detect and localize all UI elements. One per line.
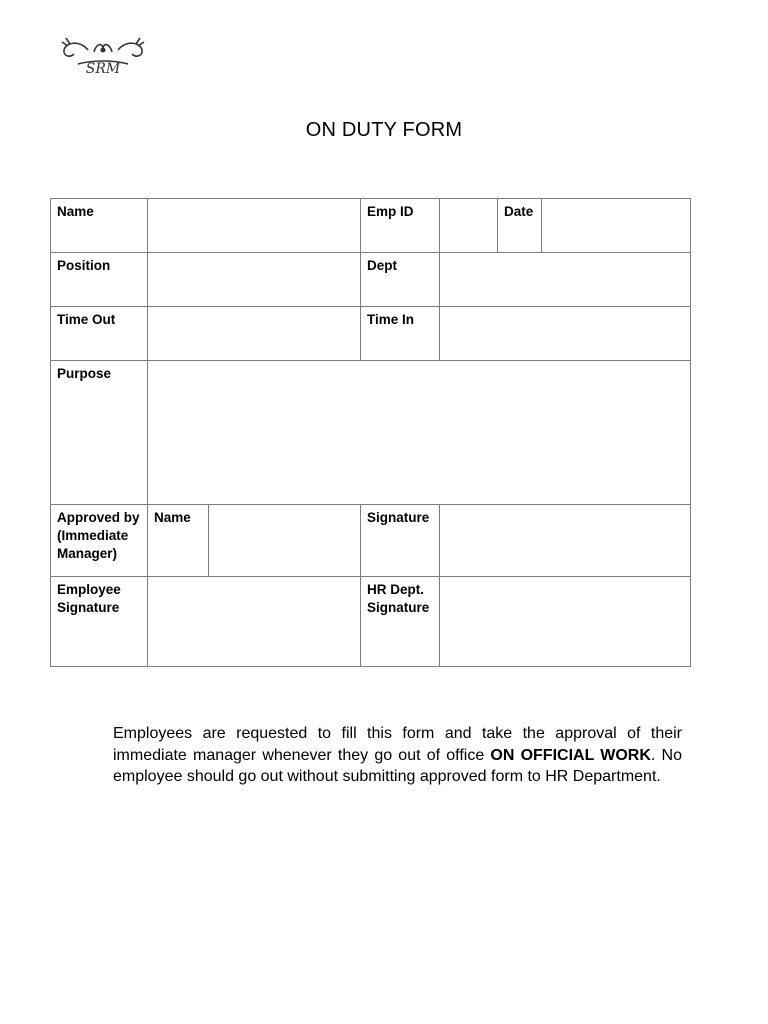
approved-by-label: Approved by (Immediate Manager) <box>51 505 148 577</box>
time-out-field[interactable] <box>148 307 361 361</box>
purpose-label: Purpose <box>51 361 148 505</box>
purpose-field[interactable] <box>148 361 691 505</box>
dept-label: Dept <box>361 253 440 307</box>
hr-signature-field[interactable] <box>440 577 691 667</box>
approver-name-field[interactable] <box>209 505 361 577</box>
manager-signature-field[interactable] <box>440 505 691 577</box>
on-duty-form-table <box>50 198 691 667</box>
manager-signature-label: Signature <box>361 505 440 577</box>
hr-signature-label: HR Dept. Signature <box>361 577 440 667</box>
name-field[interactable] <box>148 199 361 253</box>
dept-field[interactable] <box>440 253 691 307</box>
date-label: Date <box>498 199 542 253</box>
emp-id-label: Emp ID <box>361 199 440 253</box>
instructions-text-1: Employees are requested to fill this form and take the approval of their immediate manager whenever they go out of office <box>113 725 682 764</box>
name-label: Name <box>51 199 148 253</box>
instructions-text-2: . No employee should go out without submitting approved form to HR Department. <box>113 746 683 785</box>
time-in-label: Time In <box>361 307 440 361</box>
table-row <box>51 307 691 361</box>
time-out-label: Time Out <box>51 307 148 361</box>
peacock-crest-logo-icon <box>58 36 148 78</box>
instructions-emphasis: ON OFFICIAL WORK <box>490 746 651 764</box>
logo-text: SRM <box>85 61 121 77</box>
table-row <box>51 361 691 505</box>
table-row <box>51 199 691 253</box>
table-row <box>51 253 691 307</box>
instructions-paragraph <box>113 723 682 788</box>
company-logo <box>58 36 148 78</box>
position-label: Position <box>51 253 148 307</box>
approver-name-label: Name <box>148 505 209 577</box>
date-field[interactable] <box>542 199 691 253</box>
page-title: ON DUTY FORM <box>305 119 463 141</box>
table-row <box>51 577 691 667</box>
table-row <box>51 505 691 577</box>
time-in-field[interactable] <box>440 307 691 361</box>
emp-id-field[interactable] <box>440 199 498 253</box>
position-field[interactable] <box>148 253 361 307</box>
employee-signature-label: Employee Signature <box>51 577 148 667</box>
employee-signature-field[interactable] <box>148 577 361 667</box>
